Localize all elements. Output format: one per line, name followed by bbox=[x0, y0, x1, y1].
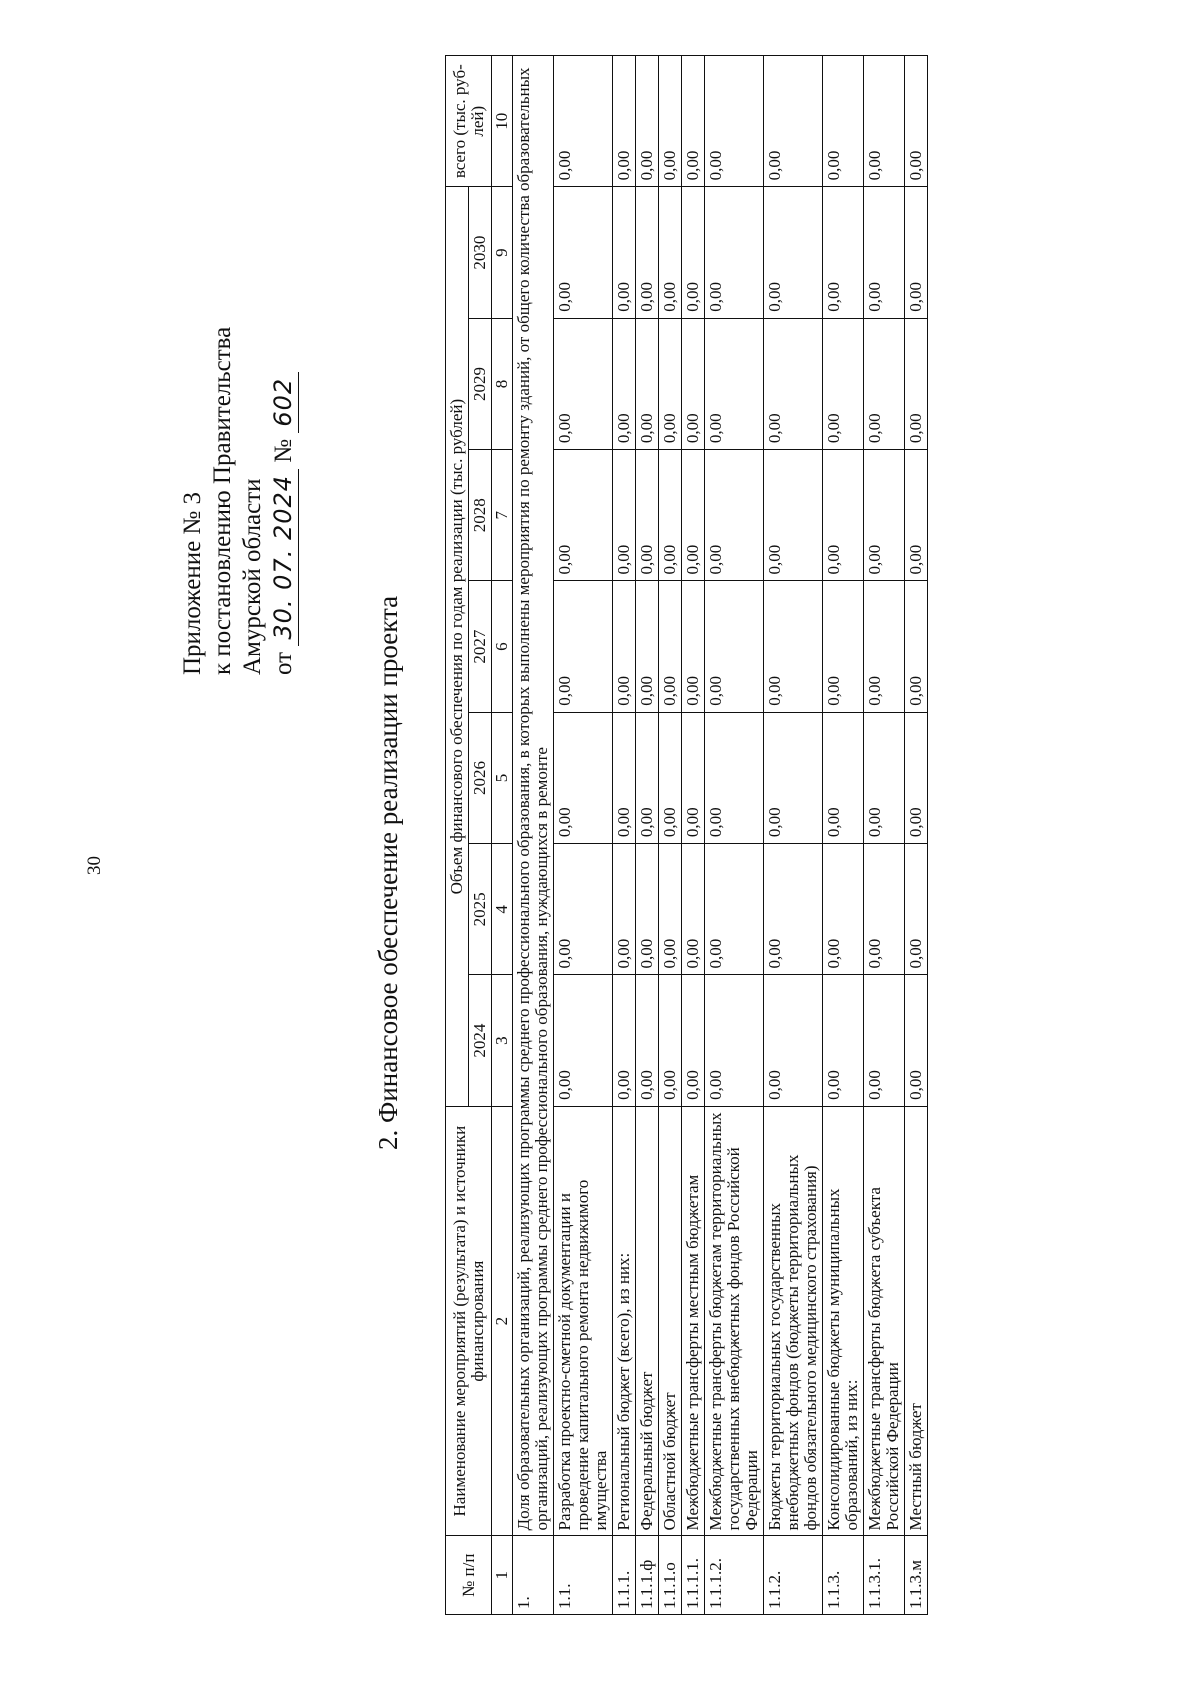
row-year-value: 0,00 bbox=[613, 450, 636, 581]
row-year-value: 0,00 bbox=[764, 318, 823, 449]
row-year-value: 0,00 bbox=[682, 844, 705, 975]
row-year-value: 0,00 bbox=[764, 712, 823, 843]
row-year-value: 0,00 bbox=[864, 581, 905, 712]
header-year: 2025 bbox=[469, 844, 492, 975]
row-year-value: 0,00 bbox=[682, 450, 705, 581]
row-name: Местный бюджет bbox=[905, 1106, 928, 1536]
row-year-value: 0,00 bbox=[636, 581, 659, 712]
header-year: 2028 bbox=[469, 450, 492, 581]
appendix-line-resolution: к постановлению Правительства bbox=[209, 326, 236, 675]
header-name: Наименование мероприятий (результата) и источники финансирования bbox=[446, 1106, 492, 1536]
row-number: 1.1.1.ф bbox=[636, 1536, 659, 1615]
row-total-value: 0,00 bbox=[613, 56, 636, 187]
column-number: 2 bbox=[492, 1106, 513, 1536]
row-year-value: 0,00 bbox=[659, 450, 682, 581]
row-name: Консолидированные бюджеты муниципальных образований, из них: bbox=[823, 1106, 864, 1536]
row-number: 1.1.1.2. bbox=[705, 1536, 764, 1615]
row-name: Межбюджетные трансферты бюджетам территориальных государственных внебюджетных фондов Российской Федерации bbox=[705, 1106, 764, 1536]
row-year-value: 0,00 bbox=[823, 187, 864, 318]
row-year-value: 0,00 bbox=[764, 450, 823, 581]
handwritten-number: 602 bbox=[268, 372, 299, 433]
row-total-value: 0,00 bbox=[905, 56, 928, 187]
row-year-value: 0,00 bbox=[682, 975, 705, 1106]
row-year-value: 0,00 bbox=[554, 318, 613, 449]
column-number: 6 bbox=[492, 581, 513, 712]
row-year-value: 0,00 bbox=[905, 712, 928, 843]
row-year-value: 0,00 bbox=[905, 581, 928, 712]
table-row bbox=[682, 56, 705, 1615]
table-row bbox=[613, 56, 636, 1615]
row-year-value: 0,00 bbox=[682, 581, 705, 712]
row-number: 1.1.3.1. bbox=[864, 1536, 905, 1615]
row-name: Межбюджетные трансферты бюджета субъекта Российской Федерации bbox=[864, 1106, 905, 1536]
row-name: Региональный бюджет (всего), из них: bbox=[613, 1106, 636, 1536]
number-prefix: № bbox=[270, 438, 297, 463]
table-row bbox=[636, 56, 659, 1615]
row-year-value: 0,00 bbox=[659, 844, 682, 975]
row-year-value: 0,00 bbox=[823, 844, 864, 975]
row-name: Федеральный бюджет bbox=[636, 1106, 659, 1536]
row-name: Межбюджетные трансферты местным бюджетам bbox=[682, 1106, 705, 1536]
row-number: 1.1.1.1. bbox=[682, 1536, 705, 1615]
row-year-value: 0,00 bbox=[823, 975, 864, 1106]
row-year-value: 0,00 bbox=[659, 581, 682, 712]
row-total-value: 0,00 bbox=[823, 56, 864, 187]
row-year-value: 0,00 bbox=[705, 975, 764, 1106]
row-total-value: 0,00 bbox=[554, 56, 613, 187]
row-year-value: 0,00 bbox=[554, 844, 613, 975]
row-year-value: 0,00 bbox=[823, 712, 864, 843]
table-row bbox=[705, 56, 764, 1615]
row-total-value: 0,00 bbox=[659, 56, 682, 187]
row-year-value: 0,00 bbox=[554, 450, 613, 581]
row-number: 1.1.2. bbox=[764, 1536, 823, 1615]
row-year-value: 0,00 bbox=[682, 318, 705, 449]
row-year-value: 0,00 bbox=[613, 975, 636, 1106]
page-number: 30 bbox=[84, 856, 105, 875]
column-number: 9 bbox=[492, 187, 513, 318]
row-year-value: 0,00 bbox=[764, 187, 823, 318]
row-year-value: 0,00 bbox=[864, 712, 905, 843]
row-total-value: 0,00 bbox=[764, 56, 823, 187]
row-year-value: 0,00 bbox=[613, 318, 636, 449]
row-total-value: 0,00 bbox=[682, 56, 705, 187]
row-year-value: 0,00 bbox=[554, 187, 613, 318]
row-total-value: 0,00 bbox=[705, 56, 764, 187]
row-year-value: 0,00 bbox=[636, 712, 659, 843]
row-name: Бюджеты территориальных государственных внебюджетных фондов (бюджеты территориальных фондов обязательного медицинского страхования) bbox=[764, 1106, 823, 1536]
row-year-value: 0,00 bbox=[636, 844, 659, 975]
row-year-value: 0,00 bbox=[764, 844, 823, 975]
row-number: 1.1.3.м bbox=[905, 1536, 928, 1615]
section-num: 1. bbox=[513, 1536, 554, 1615]
row-year-value: 0,00 bbox=[705, 187, 764, 318]
table-row bbox=[823, 56, 864, 1615]
row-year-value: 0,00 bbox=[554, 712, 613, 843]
row-year-value: 0,00 bbox=[905, 187, 928, 318]
header-year: 2024 bbox=[469, 975, 492, 1106]
header-year: 2027 bbox=[469, 581, 492, 712]
row-year-value: 0,00 bbox=[659, 318, 682, 449]
header-year: 2026 bbox=[469, 712, 492, 843]
row-total-value: 0,00 bbox=[636, 56, 659, 187]
row-number: 1.1.3. bbox=[823, 1536, 864, 1615]
row-year-value: 0,00 bbox=[905, 844, 928, 975]
row-year-value: 0,00 bbox=[705, 450, 764, 581]
column-number: 5 bbox=[492, 712, 513, 843]
table-row bbox=[554, 56, 613, 1615]
row-year-value: 0,00 bbox=[659, 712, 682, 843]
column-number: 4 bbox=[492, 844, 513, 975]
row-year-value: 0,00 bbox=[659, 187, 682, 318]
row-year-value: 0,00 bbox=[905, 975, 928, 1106]
column-number: 7 bbox=[492, 450, 513, 581]
row-year-value: 0,00 bbox=[864, 450, 905, 581]
row-year-value: 0,00 bbox=[823, 581, 864, 712]
header-year: 2030 bbox=[469, 187, 492, 318]
section-row bbox=[513, 56, 554, 1615]
header-num: № п/п bbox=[446, 1536, 492, 1615]
header-group: Объем финансового обеспечения по годам реализации (тыс. рублей) bbox=[446, 187, 469, 1106]
appendix-block bbox=[178, 327, 299, 675]
row-year-value: 0,00 bbox=[613, 844, 636, 975]
row-year-value: 0,00 bbox=[705, 581, 764, 712]
row-name: Областной бюджет bbox=[659, 1106, 682, 1536]
date-prefix: от bbox=[270, 651, 297, 675]
row-year-value: 0,00 bbox=[613, 581, 636, 712]
row-number: 1.1.1. bbox=[613, 1536, 636, 1615]
row-number: 1.1.1.о bbox=[659, 1536, 682, 1615]
row-total-value: 0,00 bbox=[864, 56, 905, 187]
column-number: 8 bbox=[492, 318, 513, 449]
row-year-value: 0,00 bbox=[636, 187, 659, 318]
row-year-value: 0,00 bbox=[636, 450, 659, 581]
row-year-value: 0,00 bbox=[823, 450, 864, 581]
row-year-value: 0,00 bbox=[636, 975, 659, 1106]
financing-table bbox=[445, 55, 928, 1615]
appendix-date-line bbox=[268, 327, 299, 675]
row-year-value: 0,00 bbox=[864, 844, 905, 975]
table-row bbox=[905, 56, 928, 1615]
row-year-value: 0,00 bbox=[613, 187, 636, 318]
column-number: 3 bbox=[492, 975, 513, 1106]
appendix-line-region: Амурской области bbox=[239, 478, 266, 675]
row-year-value: 0,00 bbox=[864, 187, 905, 318]
row-year-value: 0,00 bbox=[905, 318, 928, 449]
row-year-value: 0,00 bbox=[705, 318, 764, 449]
row-year-value: 0,00 bbox=[705, 712, 764, 843]
appendix-title: Приложение № 3 bbox=[179, 491, 206, 675]
row-number: 1.1. bbox=[554, 1536, 613, 1615]
table-row bbox=[864, 56, 905, 1615]
row-year-value: 0,00 bbox=[905, 450, 928, 581]
table-row bbox=[659, 56, 682, 1615]
row-year-value: 0,00 bbox=[554, 975, 613, 1106]
row-name: Разработка проектно-сметной документации и проведение капитального ремонта недвижимого имущества bbox=[554, 1106, 613, 1536]
row-year-value: 0,00 bbox=[764, 581, 823, 712]
row-year-value: 0,00 bbox=[705, 844, 764, 975]
row-year-value: 0,00 bbox=[682, 712, 705, 843]
handwritten-date: 30. 07. 2024 bbox=[268, 469, 299, 646]
table-row bbox=[764, 56, 823, 1615]
header-year: 2029 bbox=[469, 318, 492, 449]
row-year-value: 0,00 bbox=[864, 975, 905, 1106]
row-year-value: 0,00 bbox=[659, 975, 682, 1106]
header-total: всего (тыс. руб-лей) bbox=[446, 56, 492, 187]
section-title: 2. Финансовое обеспечение реализации проекта bbox=[373, 595, 403, 1150]
section-text: Доля образовательных организаций, реализующих программы среднего профессионального образования, в которых выполнены мероприятия по ремонту зданий, от общего количества образовательных организаций, реализующих программы среднего профессионального образования, нуждающихся в ремонте bbox=[513, 56, 554, 1536]
row-year-value: 0,00 bbox=[864, 318, 905, 449]
row-year-value: 0,00 bbox=[613, 712, 636, 843]
column-number: 1 bbox=[492, 1536, 513, 1615]
row-year-value: 0,00 bbox=[636, 318, 659, 449]
row-year-value: 0,00 bbox=[682, 187, 705, 318]
column-number-row bbox=[492, 56, 513, 1615]
row-year-value: 0,00 bbox=[764, 975, 823, 1106]
row-year-value: 0,00 bbox=[554, 581, 613, 712]
row-year-value: 0,00 bbox=[823, 318, 864, 449]
column-number: 10 bbox=[492, 56, 513, 187]
